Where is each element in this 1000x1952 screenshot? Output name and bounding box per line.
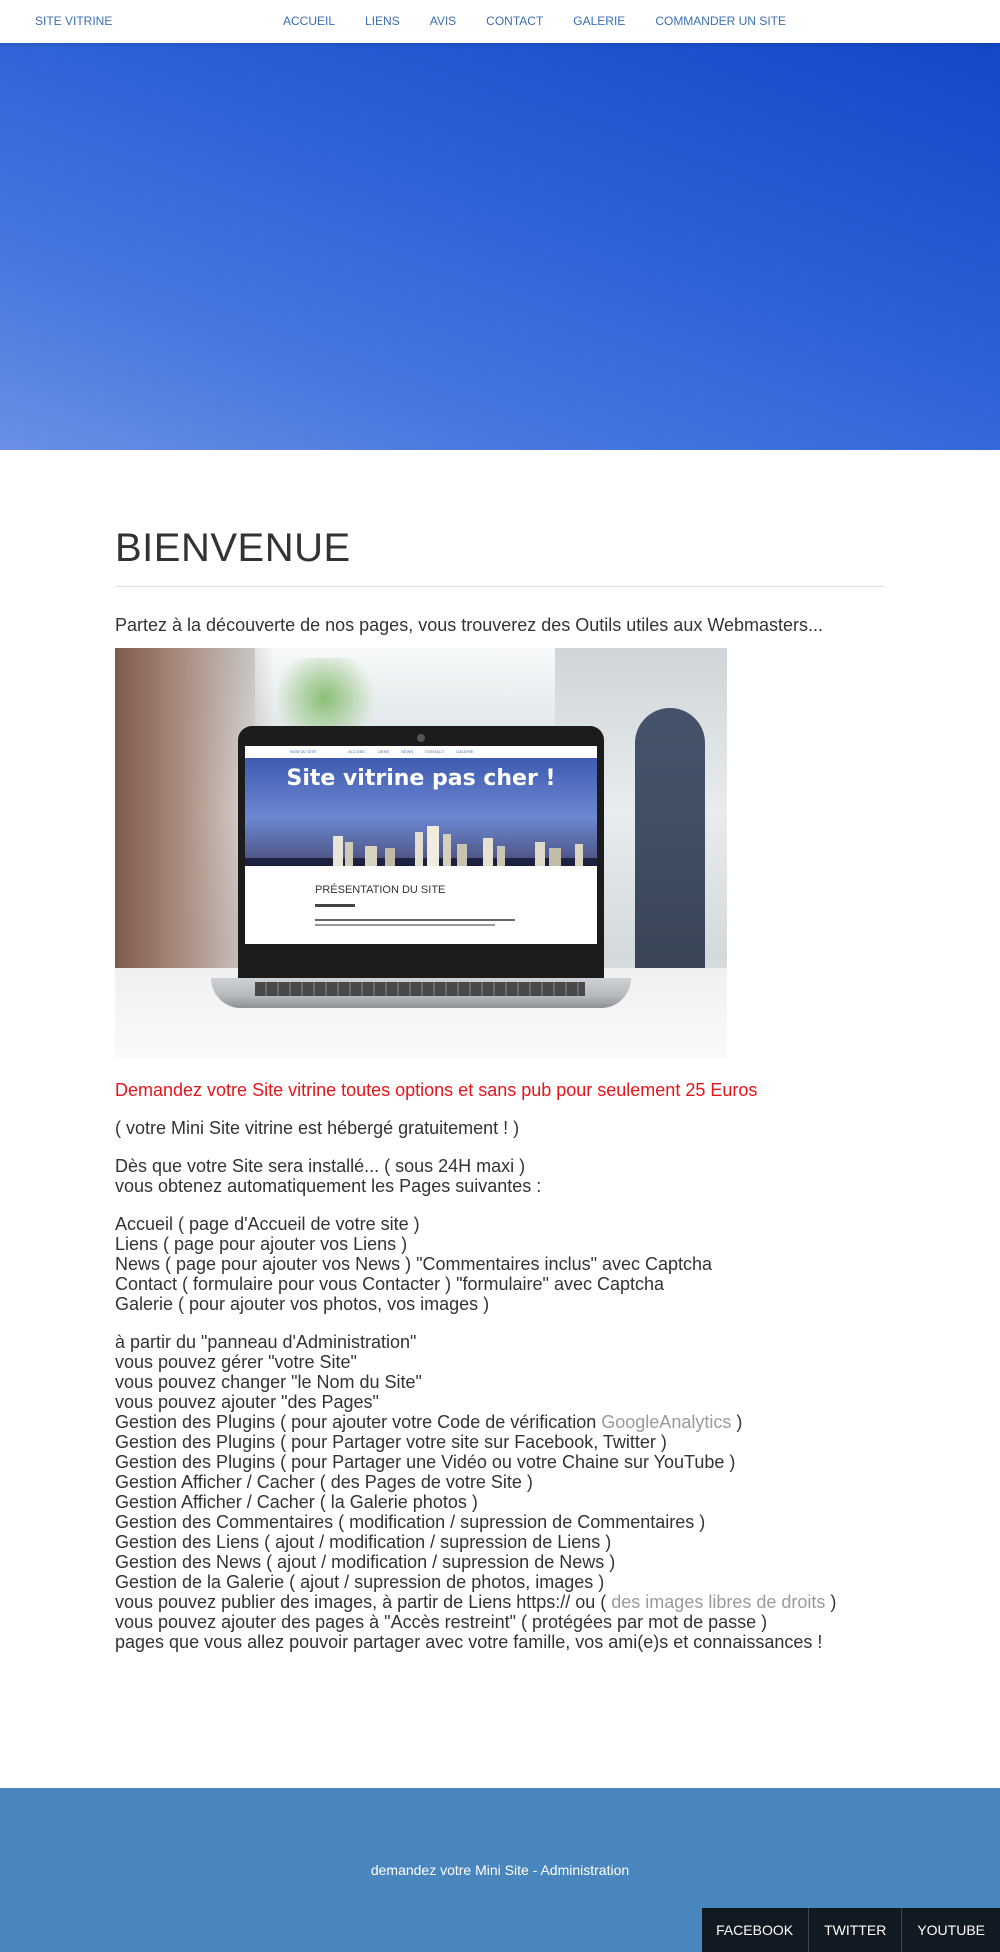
text-line: Liens ( page pour ajouter vos Liens ) xyxy=(115,1234,408,1254)
nav-menu xyxy=(268,0,801,43)
laptop-photo xyxy=(115,648,727,1058)
screen-body-heading: PRÉSENTATION DU SITE xyxy=(315,884,446,896)
text-line: vous pouvez changer "le Nom du Site" xyxy=(115,1372,422,1392)
text-line: Gestion des News ( ajout / modification / supression de News ) xyxy=(115,1552,616,1572)
hosting-text: ( votre Mini Site vitrine est hébergé gratuitement ! ) xyxy=(115,1118,520,1138)
screen-nav-item: GALERIE xyxy=(456,749,474,754)
pages-paragraph xyxy=(115,1214,885,1314)
text-line: Accueil ( page d'Accueil de votre site ) xyxy=(115,1214,420,1234)
laptop-camera xyxy=(417,734,425,742)
screen-nav-item: CONTACT xyxy=(425,749,445,754)
social-links xyxy=(702,1908,1000,1952)
nav-link-commander-un-site[interactable]: COMMANDER UN SITE xyxy=(655,14,786,28)
twitter-button[interactable]: TWITTER xyxy=(808,1908,901,1952)
screen-nav-item: NEWS xyxy=(401,749,414,754)
text-line: Gestion Afficher / Cacher ( la Galerie photos ) xyxy=(115,1492,478,1512)
text-line: News ( page pour ajouter vos News ) "Commentaires inclus" avec Captcha xyxy=(115,1254,713,1274)
text-line: Gestion Afficher / Cacher ( des Pages de votre Site ) xyxy=(115,1472,533,1492)
nav-item-contact xyxy=(471,0,558,43)
page-footer xyxy=(0,1788,1000,1952)
nav-item-accueil xyxy=(268,0,350,43)
youtube-button[interactable]: YOUTUBE xyxy=(901,1908,1000,1952)
footer-text: demandez votre Mini Site - Administration xyxy=(370,1862,630,1878)
admin-paragraph xyxy=(115,1332,885,1652)
text-fragment: vous pouvez publier des images, à partir de Liens https:// ou ( xyxy=(115,1592,612,1612)
nav-link-contact[interactable]: CONTACT xyxy=(486,14,544,28)
text-fragment: ) xyxy=(825,1592,837,1612)
brand-link[interactable]: SITE VITRINE xyxy=(35,14,113,28)
text-line: vous pouvez ajouter des pages à "Accès restreint" ( protégées par mot de passe ) xyxy=(115,1612,768,1632)
text-line: Gestion des Plugins ( pour Partager une Vidéo ou votre Chaine sur YouTube ) xyxy=(115,1452,736,1472)
screen-nav-item: LIENS xyxy=(377,749,390,754)
text-line: pages que vous allez pouvoir partager avec votre famille, vos ami(e)s et connaissances ! xyxy=(115,1632,823,1652)
intro-text: Partez à la découverte de nos pages, vous trouverez des Outils utiles aux Webmasters... xyxy=(115,615,824,635)
nav-link-accueil[interactable]: ACCUEIL xyxy=(283,14,336,28)
screen-hero-title: Site vitrine pas cher ! xyxy=(286,766,556,791)
text-line: Gestion des Commentaires ( modification / supression de Commentaires ) xyxy=(115,1512,706,1532)
laptop-screen xyxy=(245,746,597,944)
city-skyline xyxy=(245,818,597,866)
nav-link-galerie[interactable]: GALERIE xyxy=(573,14,626,28)
nav-item-avis xyxy=(415,0,471,43)
screen-nav-item: NOM DU SITE xyxy=(290,749,317,754)
nav-link-avis[interactable]: AVIS xyxy=(429,14,457,28)
install-paragraph xyxy=(115,1156,885,1196)
google-analytics-link[interactable]: GoogleAnalytics xyxy=(601,1412,732,1432)
screen-text-line xyxy=(315,919,515,921)
text-line: vous obtenez automatiquement les Pages suivantes : xyxy=(115,1176,542,1196)
text-line-free-images xyxy=(115,1592,885,1612)
page-title: BIENVENUE xyxy=(115,526,351,570)
text-line: Galerie ( pour ajouter vos photos, vos images ) xyxy=(115,1294,490,1314)
nav-item-galerie xyxy=(558,0,640,43)
screen-nav xyxy=(245,746,597,758)
top-navbar xyxy=(0,0,1000,43)
text-fragment: Gestion des Plugins ( pour ajouter votre Code de vérification xyxy=(115,1412,602,1432)
text-line: Gestion de la Galerie ( ajout / supression de photos, images ) xyxy=(115,1572,605,1592)
free-images-link[interactable]: des images libres de droits xyxy=(611,1592,826,1612)
text-line: vous pouvez gérer "votre Site" xyxy=(115,1352,357,1372)
title-divider xyxy=(115,586,885,587)
laptop-keyboard xyxy=(255,982,585,996)
screen-text-line xyxy=(315,924,495,926)
screen-text-line xyxy=(315,904,355,907)
text-line: Contact ( formulaire pour vous Contacter ) "formulaire" avec Captcha xyxy=(115,1274,665,1294)
screen-nav-item: ACCUEIL xyxy=(348,749,366,754)
promo-text: Demandez votre Site vitrine toutes options et sans pub pour seulement 25 Euros xyxy=(115,1080,758,1100)
text-fragment: ) xyxy=(731,1412,743,1432)
text-line: vous pouvez ajouter "des Pages" xyxy=(115,1392,379,1412)
text-line: Gestion des Plugins ( pour Partager votre site sur Facebook, Twitter ) xyxy=(115,1432,667,1452)
text-line: Gestion des Liens ( ajout / modification / supression de Liens ) xyxy=(115,1532,612,1552)
text-line-google-analytics xyxy=(115,1412,885,1432)
main-content xyxy=(115,450,885,1652)
nav-item-liens xyxy=(350,0,415,43)
hero-banner xyxy=(0,43,1000,450)
photo-person-silhouette xyxy=(635,708,705,968)
text-line: à partir du "panneau d'Administration" xyxy=(115,1332,417,1352)
nav-item-commander xyxy=(640,0,801,43)
nav-link-liens[interactable]: LIENS xyxy=(365,14,400,28)
facebook-button[interactable]: FACEBOOK xyxy=(702,1908,808,1952)
text-line: Dès que votre Site sera installé... ( sous 24H maxi ) xyxy=(115,1156,526,1176)
screen-hero xyxy=(245,758,597,866)
